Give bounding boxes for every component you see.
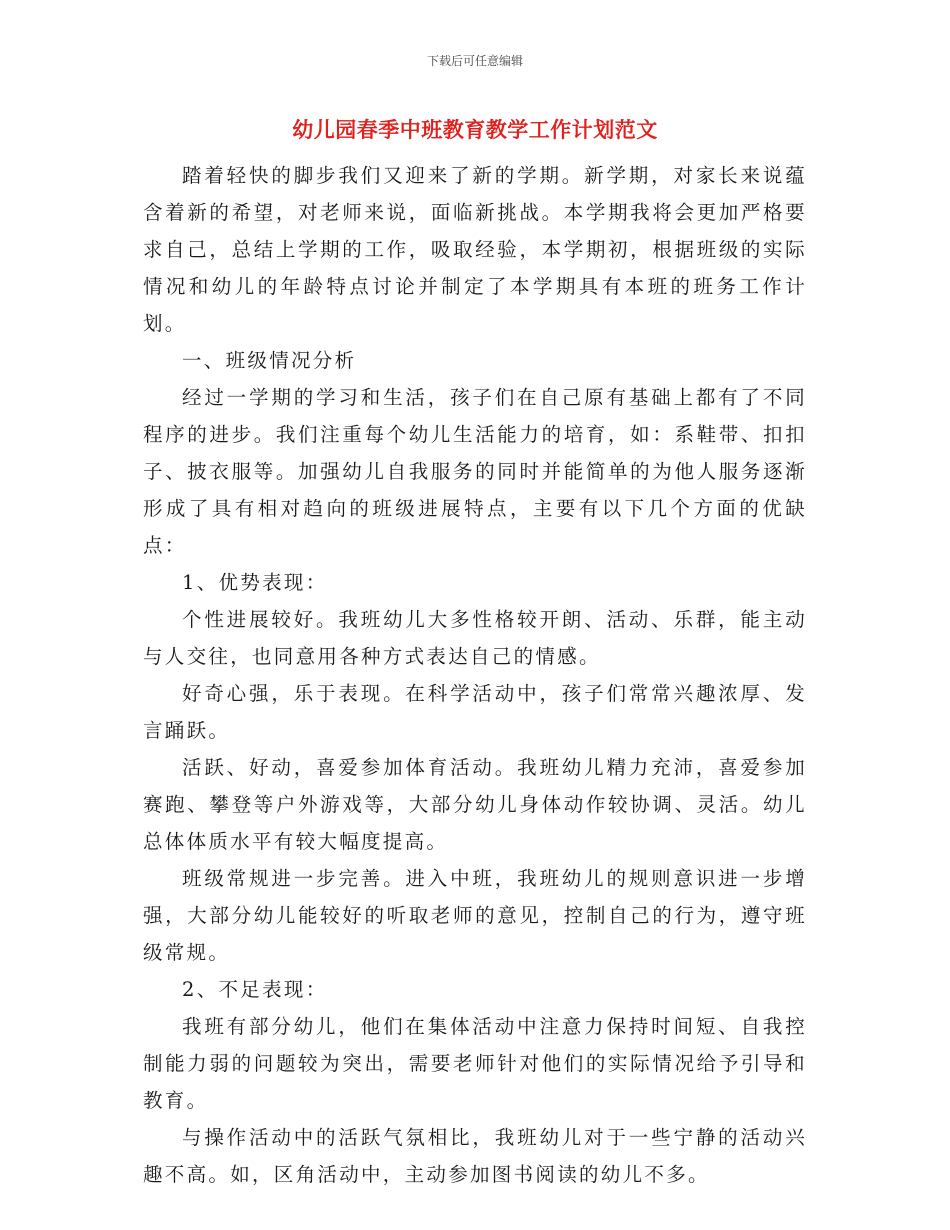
paragraph-weakness-quiet-activities: 与操作活动中的活跃气氛相比，我班幼儿对于一些宁静的活动兴趣不高。如，区角活动中，主动参加图书阅读的幼儿不多。 (143, 1126, 807, 1186)
subheading-strengths: 1、优势表现： (182, 571, 328, 594)
section-heading-class-analysis: 一、班级情况分析 (182, 349, 357, 372)
paragraph-intro: 踏着轻快的脚步我们又迎来了新的学期。新学期，对家长来说蕴含着新的希望，对老师来说，面临新挑战。本学期我将会更加严格要求自己，总结上学期的工作，吸取经验，本学期初，根据班级的实际情况和幼儿的年龄特点讨论并制定了本学期具有本班的班务工作计划。 (143, 164, 807, 335)
header-note: 下载后可任意编辑 (426, 54, 523, 68)
paragraph-strength-sports: 活跃、好动，喜爱参加体育活动。我班幼儿精力充沛，喜爱参加赛跑、攀登等户外游戏等，大部分幼儿身体动作较协调、灵活。幼儿总体体质水平有较大幅度提高。 (143, 756, 807, 853)
paragraph-strength-personality: 个性进展较好。我班幼儿大多性格较开朗、活动、乐群，能主动与人交往，也同意用各种方式表达自己的情感。 (143, 608, 807, 668)
paragraph-class-analysis: 经过一学期的学习和生活，孩子们在自己原有基础上都有了不同程序的进步。我们注重每个幼儿生活能力的培育，如：系鞋带、扣扣子、披衣服等。加强幼儿自我服务的同时并能简单的为他人服务逐渐形成了具有相对趋向的班级进展特点，主要有以下几个方面的优缺点： (143, 386, 807, 557)
document-body (143, 157, 807, 1193)
document-title: 幼儿园春季中班教育教学工作计划范文 (292, 117, 658, 142)
paragraph-weakness-attention: 我班有部分幼儿，他们在集体活动中注意力保持时间短、自我控制能力弱的问题较为突出，需要老师针对他们的实际情况给予引导和教育。 (143, 1015, 807, 1112)
subheading-weaknesses: 2、不足表现： (182, 978, 328, 1001)
paragraph-strength-routine: 班级常规进一步完善。进入中班，我班幼儿的规则意识进一步增强，大部分幼儿能较好的听取老师的意见，控制自己的行为，遵守班级常规。 (143, 867, 807, 964)
paragraph-strength-curiosity: 好奇心强，乐于表现。在科学活动中，孩子们常常兴趣浓厚、发言踊跃。 (143, 682, 807, 742)
